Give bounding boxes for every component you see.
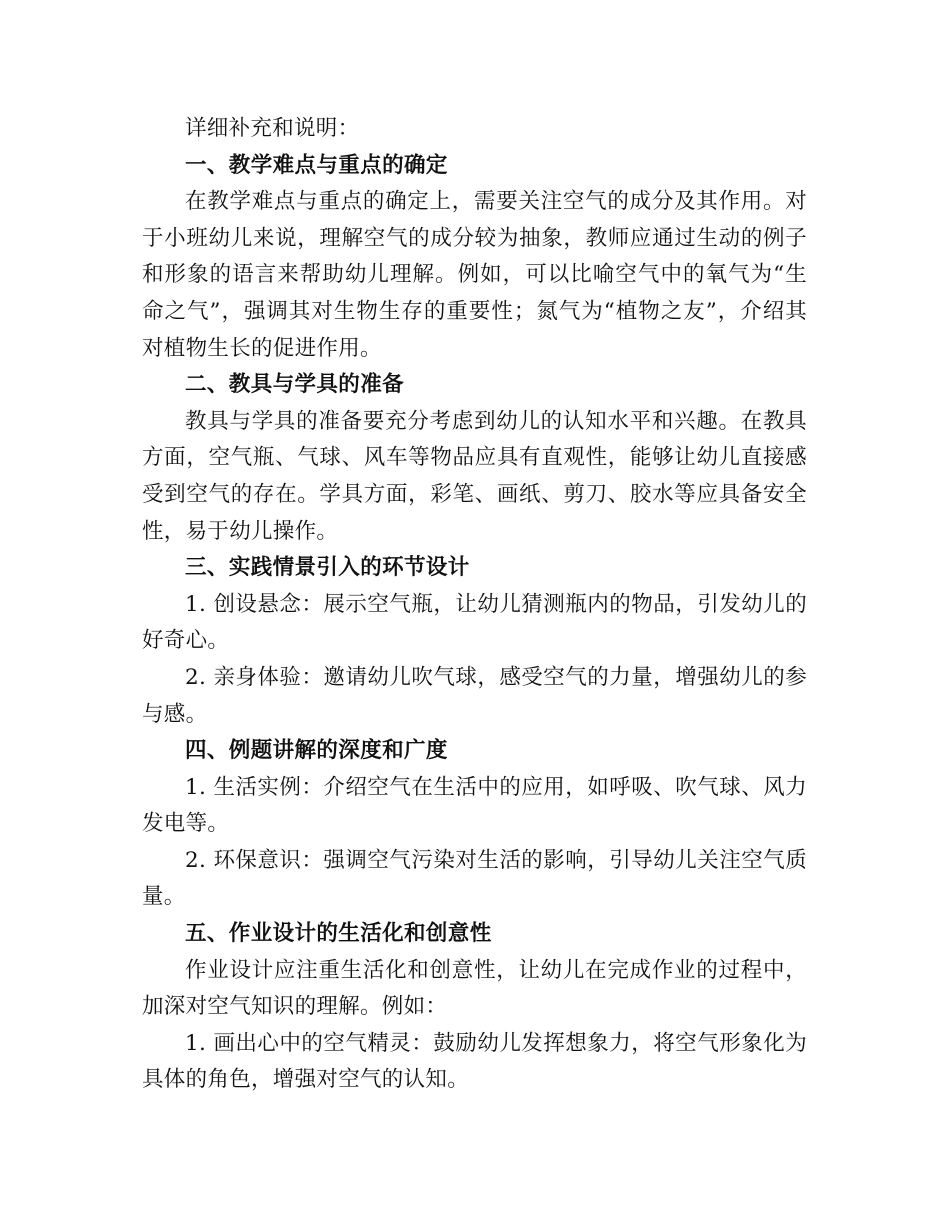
section-heading-3: 三、实践情景引入的环节设计 [185,555,470,581]
section-4-paragraph-1: 1. 生活实例：介绍空气在生活中的应用，如呼吸、吹气球、风力发电等。 [142,774,807,837]
section-heading-2: 二、教具与学具的准备 [185,372,405,398]
section-1-paragraph-1: 在教学难点与重点的确定上，需要关注空气的成分及其作用。对于小班幼儿来说，理解空气的成分较为抽象，教师应通过生动的例子和形象的语言来帮助幼儿理解。例如，可以比喻空气中的氧气为“生命之气”，强调其对生物生存的重要性；氮气为“植物之友”，介绍其对植物生长的促进作用。 [142,189,807,361]
section-heading-1: 一、教学难点与重点的确定 [185,152,448,178]
document-page [142,111,807,1099]
section-2-paragraph-1: 教具与学具的准备要充分考虑到幼儿的认知水平和兴趣。在教具方面，空气瓶、气球、风车等物品应具有直观性，能够让幼儿直接感受到空气的存在。学具方面，彩笔、画纸、剪刀、胶水等应具备安全性，易于幼儿操作。 [142,408,807,544]
section-3-paragraph-1: 1. 创设悬念：展示空气瓶，让幼儿猜测瓶内的物品，引发幼儿的好奇心。 [142,591,807,654]
section-5-paragraph-1: 作业设计应注重生活化和创意性，让幼儿在完成作业的过程中，加深对空气知识的理解。例如： [142,957,807,1020]
section-3-paragraph-2: 2. 亲身体验：邀请幼儿吹气球，感受空气的力量，增强幼儿的参与感。 [142,664,807,727]
section-heading-5: 五、作业设计的生活化和创意性 [185,921,492,947]
section-5-paragraph-2: 1. 画出心中的空气精灵：鼓励幼儿发挥想象力，将空气形象化为具体的角色，增强对空气的认知。 [142,1030,807,1093]
section-heading-4: 四、例题讲解的深度和广度 [185,738,448,764]
intro-line: 详细补充和说明： [185,116,360,141]
section-4-paragraph-2: 2. 环保意识：强调空气污染对生活的影响，引导幼儿关注空气质量。 [142,847,807,910]
